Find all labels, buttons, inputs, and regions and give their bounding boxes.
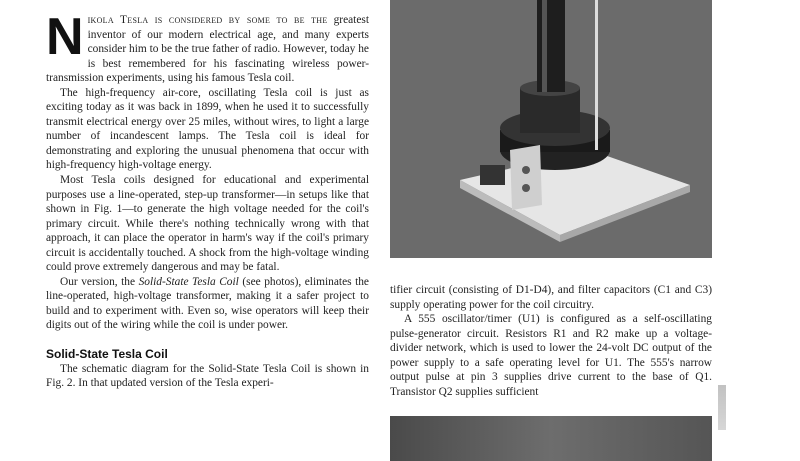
text: (see photos), eliminates the line-operated, high-voltage transformer, making it a safer project to build and to experiment with. Even so, wise operators will keep their digits out of the wiring while the coil is under power.: [46, 275, 369, 332]
drop-cap: N: [46, 8, 84, 66]
italic-title: Solid-State Tesla Coil: [138, 275, 239, 288]
intro-paragraph: [46, 8, 369, 86]
section-heading: Solid-State Tesla Coil: [46, 347, 168, 362]
tesla-coil-photo: [390, 0, 712, 258]
intro-text: greatest inventor of our modern electrical age, and many experts consider him to be the true father of radio. However, today he is best remembered for his fascinating wireless power-transmission experiments, using his famous Tesla coil.: [46, 14, 369, 85]
paragraph: [46, 275, 369, 333]
text: Our version, the: [60, 275, 139, 288]
right-column: [390, 283, 712, 399]
paragraph: Most Tesla coils designed for educational and experimental purposes use a line-operated, step-up transformer—in setups like that shown in Fig. 1—to generate the high voltage needed for the coil's primary circuit. While there's nothing technically wrong with that approach, it can place the operator in harm's way if the coil's primary circuit is accidentally touched. A shock from the high-voltage winding could prove extremely dangerous and may be fatal.: [46, 174, 369, 274]
photo-credit-mark: [718, 385, 726, 430]
paragraph: tifier circuit (consisting of D1-D4), and filter capacitors (C1 and C3) supply operating power for the coil circuitry.: [390, 284, 712, 311]
paragraph: A 555 oscillator/timer (U1) is configured as a self-oscillating pulse-generator circuit. Resistors R1 and R2 make up a voltage-divider network, which is used to lower the 24-volt DC output of the power supply to a safe operating level for U1. The 555's narrow output pulse at pin 3 supplies drive current to the base of Q1. Transistor Q2 supplies sufficient: [390, 313, 712, 398]
paragraph: The schematic diagram for the Solid-State Tesla Coil is shown in Fig. 2. In that updated version of the Tesla experi-: [46, 362, 369, 390]
left-column: [46, 8, 369, 391]
paragraph: The high-frequency air-core, oscillating Tesla coil is just as exciting today as it was back in 1899, when he used it to successfully transmit electrical energy over 25 miles, without wires, to light a large number of incandescent lamps. The Tesla coil is ideal for demonstrating and exploring the unusual phenomena that occur with high-frequency high-voltage energy.: [46, 86, 369, 172]
circuit-photo: [390, 416, 712, 461]
intro-smallcaps: ikola Tesla is considered by some to be the: [87, 14, 328, 26]
